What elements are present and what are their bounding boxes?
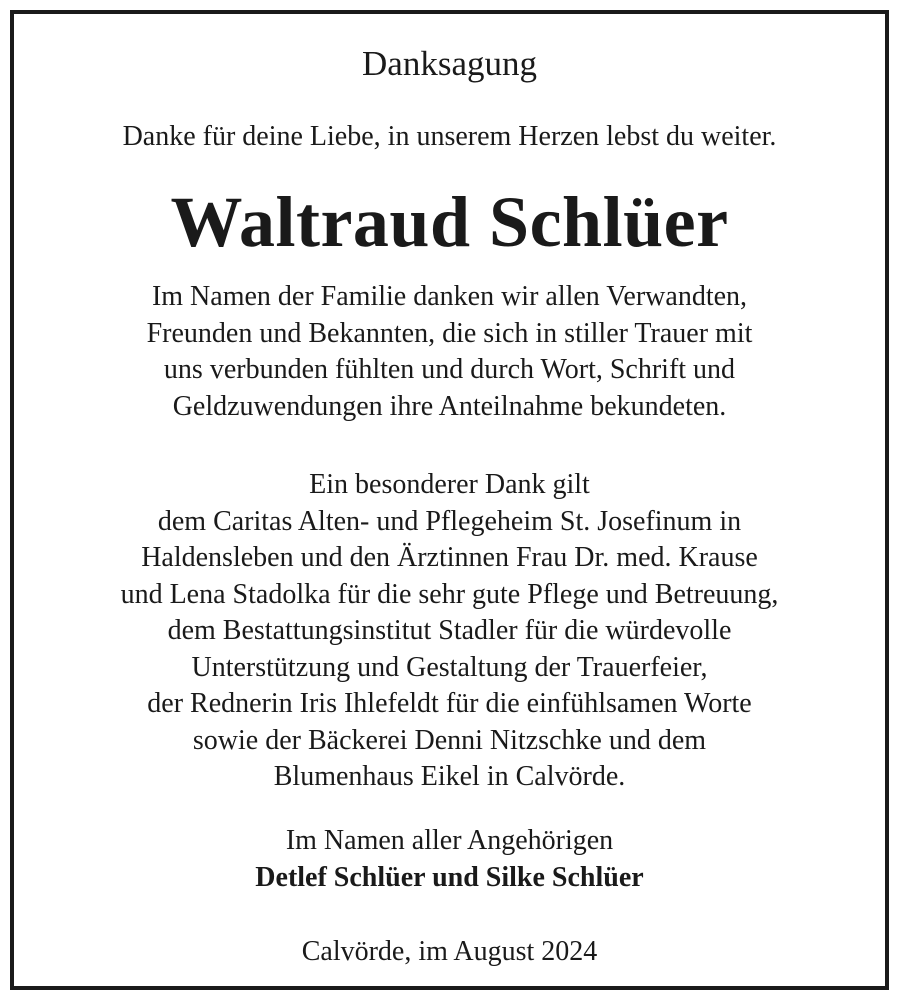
thanks-paragraph-special xyxy=(14,467,885,796)
paragraph-line: sowie der Bäckerei Denni Nitzschke und dem xyxy=(192,724,707,756)
paragraph-line: Haldensleben und den Ärztinnen Frau Dr. med. Krause xyxy=(141,542,758,573)
place-date: Calvörde, im August 2024 xyxy=(301,936,598,967)
paragraph-line: dem Caritas Alten- und Pflegeheim St. Josefinum in xyxy=(157,505,742,537)
paragraph-line: der Rednerin Iris Ihlefeldt für die einfühlsamen Worte xyxy=(147,688,752,719)
paragraph-line: dem Bestattungsinstitut Stadler für die würdevolle xyxy=(167,615,732,646)
thanks-paragraph-family xyxy=(14,279,885,425)
signoff-block xyxy=(14,823,885,896)
notice-frame xyxy=(10,10,889,990)
deceased-name: Waltraud Schlüer xyxy=(170,182,729,262)
paragraph-line: Ein besonderer Dank gilt xyxy=(309,469,590,500)
paragraph-line: Geldzuwendungen ihre Anteilnahme bekundeten. xyxy=(172,390,727,422)
notice-heading: Danksagung xyxy=(362,44,537,83)
signoff-intro: Im Namen aller Angehörigen xyxy=(285,825,614,856)
signoff-names: Detlef Schlüer und Silke Schlüer xyxy=(255,861,644,893)
notice-motto: Danke für deine Liebe, in unserem Herzen lebst du weiter. xyxy=(122,121,777,152)
paragraph-line: Blumenhaus Eikel in Calvörde. xyxy=(273,761,626,792)
paragraph-line: Freunden und Bekannten, die sich in stiller Trauer mit xyxy=(146,317,753,349)
paragraph-line: uns verbunden fühlten und durch Wort, Schrift und xyxy=(163,354,736,385)
paragraph-line: und Lena Stadolka für die sehr gute Pflege und Betreuung, xyxy=(120,578,779,610)
paragraph-line: Unterstützung und Gestaltung der Trauerfeier, xyxy=(191,651,708,683)
paragraph-line: Im Namen der Familie danken wir allen Verwandten, xyxy=(151,281,748,312)
